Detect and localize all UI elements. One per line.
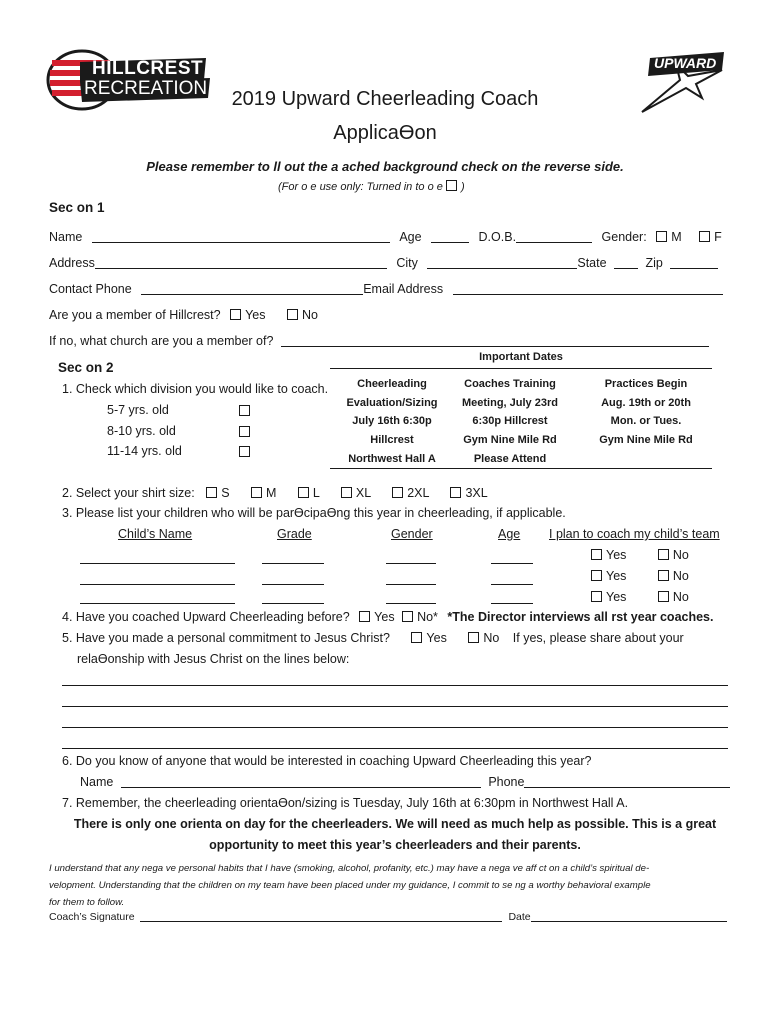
coach-no-label: No xyxy=(672,590,689,604)
size-checkbox[interactable] xyxy=(298,487,309,498)
dates-line: Gym Nine Mile Rd xyxy=(463,434,557,447)
coach-yes-checkbox[interactable] xyxy=(591,549,602,560)
division-checkbox[interactable] xyxy=(239,405,250,416)
state-label: State xyxy=(577,256,607,270)
age-label: Age xyxy=(399,230,422,244)
section1-title: Sec on 1 xyxy=(49,200,105,215)
upward-logo xyxy=(640,50,728,114)
division-label: 5-7 yrs. old xyxy=(107,403,169,417)
email-field[interactable] xyxy=(453,294,723,295)
child-gender-field[interactable] xyxy=(386,584,436,585)
dates-line: Northwest Hall A xyxy=(348,452,436,465)
child-grade-header: Grade xyxy=(277,527,312,541)
q5-no-label: No xyxy=(483,631,500,645)
answer-line[interactable] xyxy=(62,685,728,686)
referral-phone-label: Phone xyxy=(488,775,525,789)
question-2 xyxy=(62,486,488,500)
size-checkbox[interactable] xyxy=(251,487,262,498)
coach-choice xyxy=(591,569,689,583)
child-name-field[interactable] xyxy=(80,603,235,604)
dates-line: Gym Nine Mile Rd xyxy=(599,434,693,447)
member-no-label: No xyxy=(301,308,318,322)
division-item xyxy=(107,403,257,424)
orientation-note-line1: There is only one orienta on day for the cheerleaders. We will need as much help as possible. This is a great xyxy=(73,817,717,831)
q4-no-label: No* xyxy=(417,610,438,624)
address-label: Address xyxy=(49,256,95,270)
referral-row xyxy=(80,775,730,789)
referral-phone-field[interactable] xyxy=(524,787,730,788)
zip-field[interactable] xyxy=(670,268,718,269)
referral-name-label: Name xyxy=(80,775,114,789)
q5-yes-label: Yes xyxy=(426,631,447,645)
reminder-text: Please remember to ll out the a ached background check on the reverse side. xyxy=(146,159,624,174)
table-row xyxy=(0,569,770,589)
zip-label: Zip xyxy=(645,256,663,270)
coach-yes-label: Yes xyxy=(606,590,627,604)
answer-line[interactable] xyxy=(62,727,728,728)
important-dates-title: Important Dates xyxy=(479,351,563,363)
hillcrest-logo-line1: HILLCREST xyxy=(92,58,204,79)
member-question: Are you a member of Hillcrest? xyxy=(49,308,221,322)
dates-line: Aug. 19th or 20th xyxy=(601,396,691,409)
table-row xyxy=(0,548,770,568)
q5-text: 5. Have you made a personal commitment to Jesus Christ? xyxy=(62,631,390,645)
q5-line2: relaƟonship with Jesus Christ on the lines below: xyxy=(77,652,350,666)
coach-yes-label: Yes xyxy=(606,548,627,562)
answer-line[interactable] xyxy=(62,748,728,749)
signature-field[interactable] xyxy=(140,921,502,922)
important-dates-col-2 xyxy=(448,375,572,469)
child-name-field[interactable] xyxy=(80,563,235,564)
hillcrest-logo-line2: RECREATION xyxy=(84,78,208,99)
dates-line: Meeting, July 23rd xyxy=(462,396,558,409)
important-dates-bottom-rule xyxy=(330,468,712,469)
coach-no-checkbox[interactable] xyxy=(658,549,669,560)
upward-logo-text: UPWARD xyxy=(654,55,717,71)
name-label: Name xyxy=(49,230,83,244)
member-no-checkbox[interactable] xyxy=(287,309,298,320)
division-item xyxy=(107,444,257,465)
q4-text: 4. Have you coached Upward Cheerleading before? xyxy=(62,610,350,624)
important-dates-col-1 xyxy=(330,375,454,469)
child-grade-field[interactable] xyxy=(262,584,324,585)
dates-line: Evaluation/Sizing xyxy=(346,396,438,409)
important-dates-col-3 xyxy=(584,375,708,450)
church-question: If no, what church are you a member of? xyxy=(49,334,274,348)
size-checkbox[interactable] xyxy=(341,487,352,498)
section2-title: Sec on 2 xyxy=(58,360,114,375)
child-grade-field[interactable] xyxy=(262,603,324,604)
office-use-close: ) xyxy=(460,181,465,193)
division-list xyxy=(107,403,257,465)
answer-line[interactable] xyxy=(62,706,728,707)
member-row xyxy=(49,308,318,322)
child-gender-header: Gender xyxy=(391,527,433,541)
disclaimer xyxy=(49,860,651,911)
size-label: M xyxy=(266,486,277,500)
gender-f-label: F xyxy=(714,230,722,244)
signature-label: Coach’s Signature xyxy=(49,911,135,923)
size-label: 2XL xyxy=(407,486,429,500)
gender-f-checkbox[interactable] xyxy=(699,231,710,242)
coach-yes-label: Yes xyxy=(606,569,627,583)
page-title-line1: 2019 Upward Cheerleading Coach xyxy=(231,88,539,110)
coach-no-checkbox[interactable] xyxy=(658,591,669,602)
child-coach-header: I plan to coach my child’s team xyxy=(549,527,720,541)
member-yes-checkbox[interactable] xyxy=(230,309,241,320)
size-label: XL xyxy=(355,486,371,500)
dob-label: D.O.B. xyxy=(478,230,517,244)
q4-yes-label: Yes xyxy=(374,610,395,624)
size-checkbox[interactable] xyxy=(450,487,461,498)
table-row xyxy=(0,590,770,610)
dates-line: Coaches Training xyxy=(464,378,556,390)
dates-line: 6:30p Hillcrest xyxy=(472,415,548,428)
date-field[interactable] xyxy=(531,921,727,922)
referral-name-field[interactable] xyxy=(121,787,481,788)
important-dates-top-rule xyxy=(330,368,712,369)
child-name-header: Child’s Name xyxy=(118,527,193,541)
disclaimer-line3: for them to follow. xyxy=(49,897,125,908)
page-title xyxy=(185,88,585,145)
office-use-checkbox[interactable] xyxy=(446,180,457,191)
question-5 xyxy=(62,631,684,645)
coach-no-label: No xyxy=(672,548,689,562)
contact-row xyxy=(49,282,723,296)
contact-phone-field[interactable] xyxy=(141,294,363,295)
division-item xyxy=(107,424,257,445)
question-7: 7. Remember, the cheerleading orientaƟon/sizing is Tuesday, July 16th at 6:30pm in Northwest Hall A. xyxy=(62,796,629,810)
child-gender-field[interactable] xyxy=(386,563,436,564)
division-label: 8-10 yrs. old xyxy=(107,423,176,438)
address-row xyxy=(49,256,718,270)
size-label: 3XL xyxy=(465,486,488,500)
office-use-text: (For o e use only: Turned in to o e xyxy=(278,181,443,193)
gender-m-checkbox[interactable] xyxy=(656,231,667,242)
age-field[interactable] xyxy=(431,242,469,243)
question-4 xyxy=(62,610,714,624)
child-gender-field[interactable] xyxy=(386,603,436,604)
signature-row xyxy=(49,911,727,923)
office-use-note xyxy=(278,180,465,193)
dob-field[interactable] xyxy=(516,242,592,243)
q5-no-checkbox[interactable] xyxy=(468,632,479,643)
address-field[interactable] xyxy=(95,268,387,269)
gender-label: Gender: xyxy=(601,230,647,244)
email-label: Email Address xyxy=(363,282,444,296)
child-age-field[interactable] xyxy=(491,584,533,585)
q4-no-checkbox[interactable] xyxy=(402,611,413,622)
dates-line: July 16th 6:30p xyxy=(352,415,432,428)
coach-yes-checkbox[interactable] xyxy=(591,570,602,581)
coach-no-checkbox[interactable] xyxy=(658,570,669,581)
disclaimer-line2: velopment. Understanding that the children on my team have been placed under my guidance, I commit to se ng a worthy behavioral example xyxy=(49,880,651,891)
division-checkbox[interactable] xyxy=(239,426,250,437)
dates-line: Practices Begin xyxy=(604,378,688,390)
question-6: 6. Do you know of anyone that would be interested in coaching Upward Cheerleading this year? xyxy=(62,754,592,768)
size-checkbox[interactable] xyxy=(392,487,403,498)
child-age-field[interactable] xyxy=(491,563,533,564)
division-label: 11-14 yrs. old xyxy=(107,444,182,458)
church-row xyxy=(49,334,709,348)
church-field[interactable] xyxy=(281,346,709,347)
dates-line: Please Attend xyxy=(473,452,547,465)
dates-line: Mon. or Tues. xyxy=(610,415,682,428)
q4-note: *The Director interviews all rst year coaches. xyxy=(447,610,714,624)
member-yes-label: Yes xyxy=(245,308,266,322)
child-age-field[interactable] xyxy=(491,603,533,604)
q5-yes-checkbox[interactable] xyxy=(411,632,422,643)
orientation-note-line2: opportunity to meet this year’s cheerleaders and their parents. xyxy=(209,838,581,852)
coach-choice xyxy=(591,590,689,604)
disclaimer-line1: I understand that any nega ve personal habits that I have (smoking, alcohol, profanity, etc.) may have a nega ve aff ct on a child’s spiritual de- xyxy=(49,863,650,874)
q5-follow: If yes, please share about your xyxy=(512,631,684,645)
date-label: Date xyxy=(508,911,531,923)
question-3: 3. Please list your children who will be parƟcipaƟng this year in cheerleading, if applicable. xyxy=(62,506,566,520)
state-field[interactable] xyxy=(614,268,638,269)
size-label: L xyxy=(312,486,320,500)
size-label: S xyxy=(221,486,230,500)
gender-m-label: M xyxy=(671,230,682,244)
dates-line: Cheerleading xyxy=(357,378,427,390)
question-1: 1. Check which division you would like to coach. xyxy=(62,382,329,396)
name-row xyxy=(49,230,722,244)
city-field[interactable] xyxy=(427,268,577,269)
contact-phone-label: Contact Phone xyxy=(49,282,132,296)
shirt-size-question: 2. Select your shirt size: xyxy=(62,486,195,500)
dates-line: Hillcrest xyxy=(370,434,414,447)
child-name-field[interactable] xyxy=(80,584,235,585)
coach-yes-checkbox[interactable] xyxy=(591,591,602,602)
coach-choice xyxy=(591,548,689,562)
division-checkbox[interactable] xyxy=(239,446,250,457)
coach-no-label: No xyxy=(672,569,689,583)
city-label: City xyxy=(396,256,418,270)
child-grade-field[interactable] xyxy=(262,563,324,564)
page-title-line2: ApplicaƟon xyxy=(333,122,437,144)
q4-yes-checkbox[interactable] xyxy=(359,611,370,622)
child-age-header: Age xyxy=(498,527,521,541)
size-checkbox[interactable] xyxy=(206,487,217,498)
name-field[interactable] xyxy=(92,242,390,243)
